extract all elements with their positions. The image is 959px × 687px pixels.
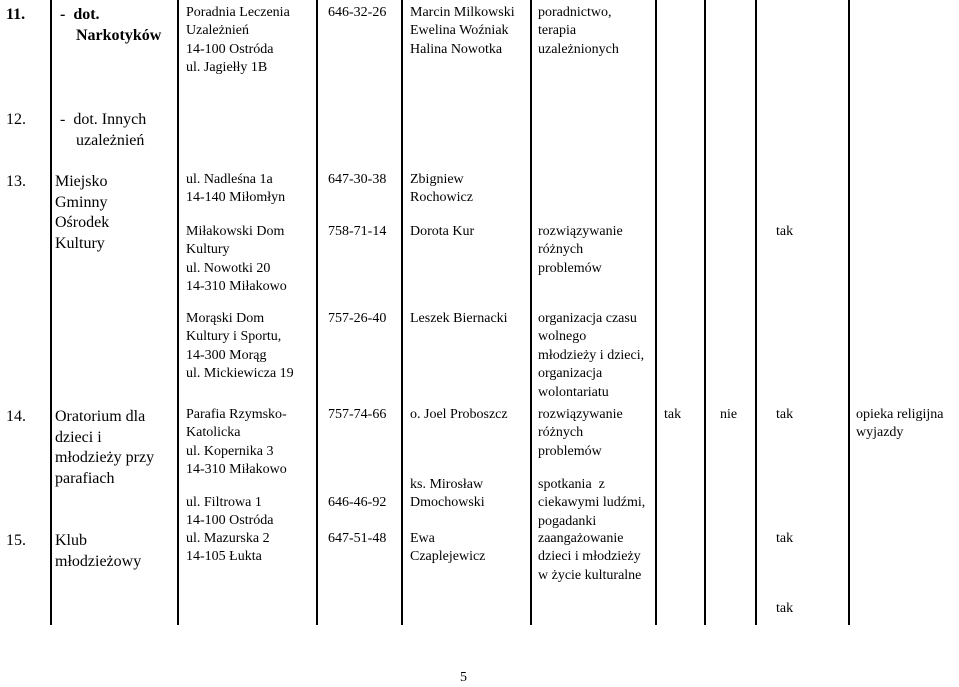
activity-description: poradnictwo, terapia uzależnionych (538, 5, 619, 57)
phone-number: 757-74-66 (328, 407, 387, 422)
participation-flag: tak (776, 224, 794, 239)
activity-description: rozwiązywanie różnych problemów (538, 224, 623, 276)
column-rule (50, 0, 52, 625)
institution-address: Morąski Dom Kultury i Sportu, 14-300 Morąg ul. Mickiewicza 19 (186, 311, 294, 382)
row-number: 14. (6, 408, 26, 425)
row-number: 12. (6, 111, 26, 128)
phone-number: 647-51-48 (328, 531, 387, 546)
institution-name: - dot. Innych uzależnień (60, 111, 147, 149)
contact-person: o. Joel Proboszcz (410, 407, 508, 422)
column-rule (401, 0, 403, 625)
contact-person: Marcin Milkowski Ewelina Woźniak Halina Nowotka (410, 5, 515, 57)
institution-address: ul. Mazurska 2 14-105 Łukta (186, 531, 270, 565)
contact-person: Ewa Czaplejewicz (410, 531, 486, 565)
institution-address: ul. Nadleśna 1a 14-140 Miłomłyn (186, 172, 286, 206)
column-rule (704, 0, 706, 625)
institution-address: ul. Filtrowa 1 14-100 Ostróda (186, 495, 274, 529)
phone-number: 646-32-26 (328, 5, 387, 20)
institution-address: Parafia Rzymsko- Katolicka ul. Kopernika 3 14-310 Miłakowo (186, 407, 287, 478)
phone-number: 647-30-38 (328, 172, 387, 187)
row-number: 15. (6, 532, 26, 549)
participation-flag: tak (776, 531, 794, 546)
row-number: 13. (6, 173, 26, 190)
institution-address: Miłakowski Dom Kultury ul. Nowotki 20 14-310 Miłakowo (186, 224, 287, 295)
participation-flag: tak (776, 407, 794, 422)
column-rule (316, 0, 318, 625)
activity-description: organizacja czasu wolnego młodzieży i dzieci, organizacja wolontariatu (538, 311, 645, 400)
column-rule (530, 0, 532, 625)
institution-address: Poradnia Leczenia Uzależnień 14-100 Ostróda ul. Jagiełły 1B (186, 5, 290, 76)
remarks: opieka religijna wyjazdy (856, 407, 944, 441)
institution-name: Miejsko Gminny Ośrodek Kultury (55, 173, 110, 252)
activity-description: zaangażowanie dzieci i młodzieży w życie kulturalne (538, 531, 642, 583)
activity-description: spotkania z ciekawymi ludźmi, pogadanki (538, 477, 646, 529)
institution-name: Oratorium dla dzieci i młodzieży przy parafiach (55, 408, 155, 487)
page-number: 5 (460, 670, 467, 685)
activity-description: rozwiązywanie różnych problemów (538, 407, 623, 459)
phone-number: 646-46-92 (328, 495, 387, 510)
column-rule (177, 0, 179, 625)
institution-name: - dot. Narkotyków (60, 6, 162, 44)
column-rule (755, 0, 757, 625)
row-number: 11. (6, 6, 26, 23)
contact-person: Leszek Biernacki (410, 311, 508, 326)
participation-flag: nie (720, 407, 738, 422)
column-rule (848, 0, 850, 625)
phone-number: 757-26-40 (328, 311, 387, 326)
column-rule (655, 0, 657, 625)
contact-person: ks. Mirosław Dmochowski (410, 477, 485, 511)
phone-number: 758-71-14 (328, 224, 387, 239)
participation-flag: tak (776, 601, 794, 616)
contact-person: Dorota Kur (410, 224, 475, 239)
contact-person: Zbigniew Rochowicz (410, 172, 473, 206)
institution-name: Klub młodzieżowy (55, 532, 142, 570)
participation-flag: tak (664, 407, 682, 422)
